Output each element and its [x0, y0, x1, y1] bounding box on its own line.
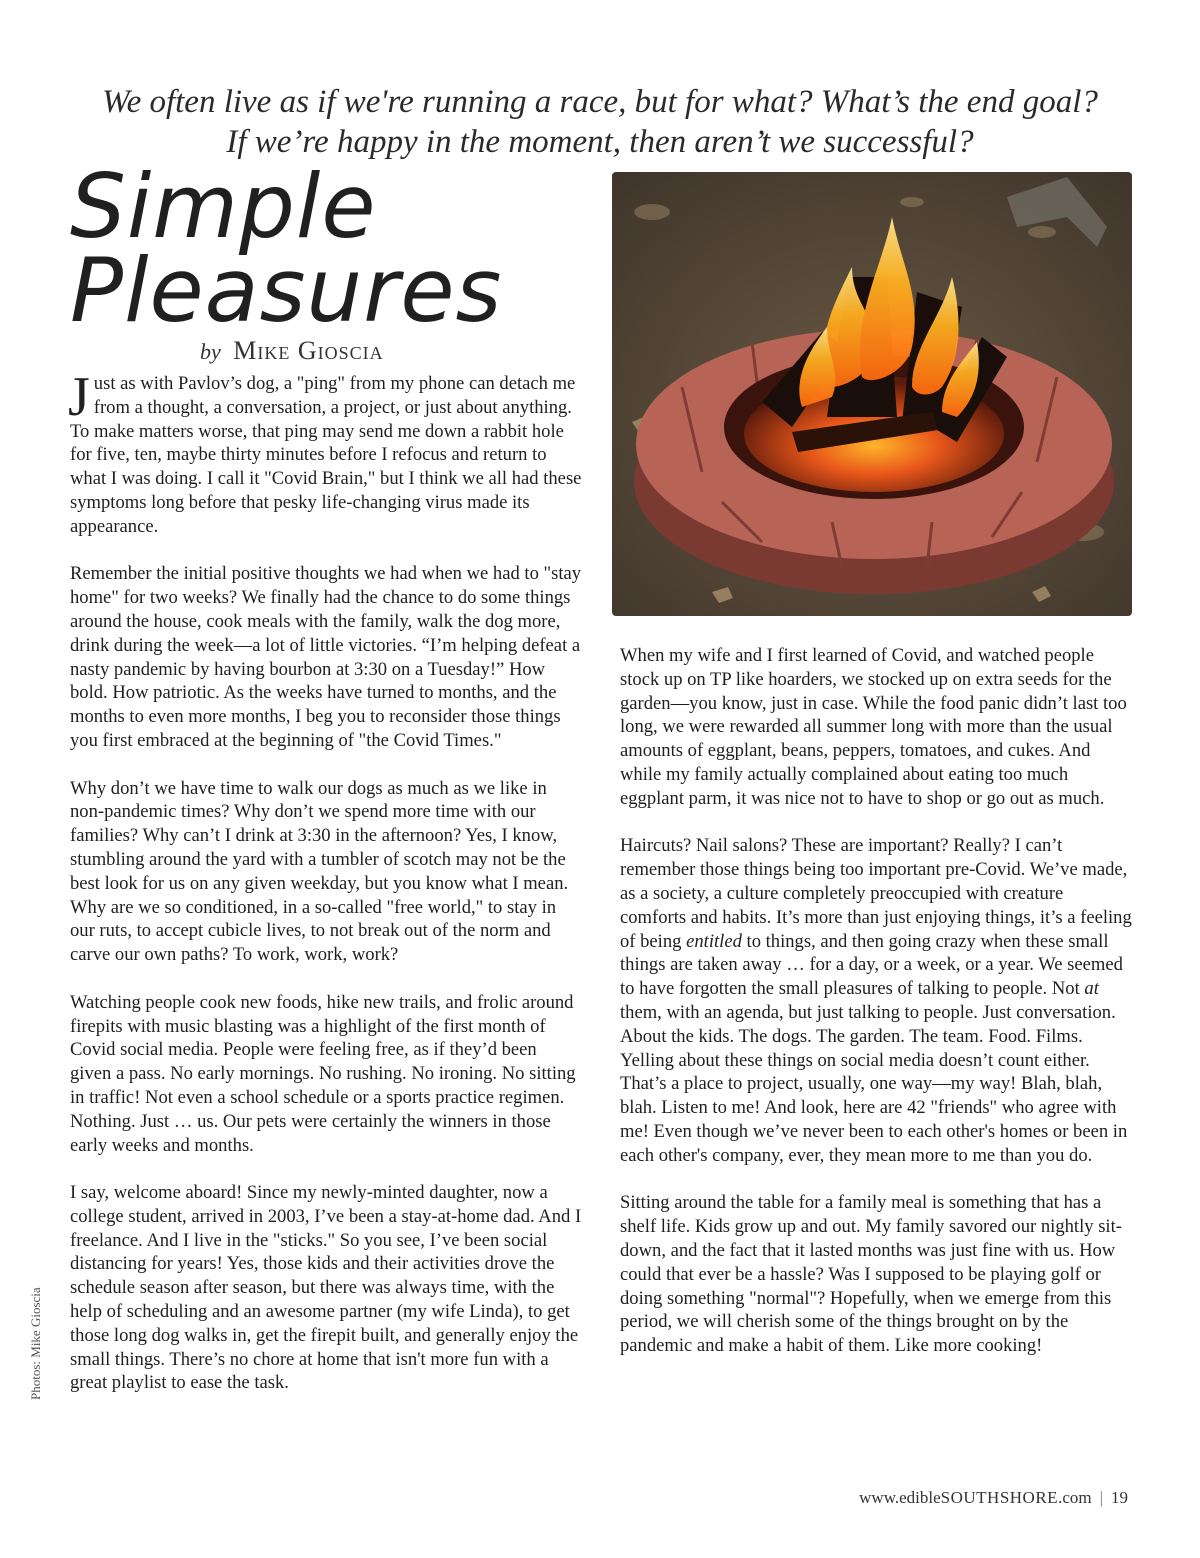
- page-footer: [859, 1488, 1128, 1508]
- paragraph: Why don’t we have time to walk our dogs as much as we like in non-pandemic times? Why don’t we spend more time with our families? Why can’t I drink at 3:30 in the afternoon? Yes, I know, stumbling around the yard with a tumbler of scotch may not be the best look for us on any given weekday, but you know what I mean. Why are we so conditioned, in a so-called "free world," to stay in our ruts, to accept cubicle lives, to not break out of the norm and carve our own paths? To work, work, work?: [70, 777, 569, 966]
- paragraph-text: them, with an agenda, but just talking to people. Just conversation. About the kids. The dogs. The garden. The team. Food. Films. Yelling about these things on social media doesn’t count either. That’s a place to project, usually, one way—my way! Blah, blah, blah. Listen to me! And look, here are 42 "friends" who agree with me! Even though we’ve never been to each other's homes or been in each other's company, ever, they mean more to me than you do.: [620, 1001, 1128, 1166]
- paragraph: Sitting around the table for a family meal is something that has a shelf life. Kids grow up and out. My family savored our nightly sit-down, and the fact that it lasted months was just fine with us. How could that ever be a hassle? Was I supposed to be playing golf or doing something "normal"? Hopefully, when we emerge from this period, we will cherish some of the things brought on by the pandemic and make a habit of them. Like more cooking!: [620, 1192, 1122, 1357]
- photo-credit: Photos: Mike Gioscia: [28, 1287, 43, 1400]
- paragraph: I say, welcome aboard! Since my newly-minted daughter, now a college student, arrived in 2003, I’ve been a stay-at-home dad. And I freelance. And I live in the "sticks." So you see, I’ve been social distancing for years! Yes, those kids and their activities drove the schedule season after season, but there was always time, with the help of scheduling and an awesome partner (my wife Linda), to get those long dog walks in, get the firepit built, and generally enjoy the small things. There’s no chore at home that isn't more fun with a great playlist to ease the task.: [70, 1182, 582, 1394]
- paragraph: Remember the initial positive thoughts we had when we had to "stay home" for two weeks? We finally had the chance to do some things around the house, cook meals with the family, walk the dog more, drink during the week—a lot of little victories. “I’m helping defeat a nasty pandemic by having bourbon at 3:30 on a Tuesday!” How bold. How patriotic. As the weeks have turned to months, and the months to even more months, I beg you to reconsider those things you first embraced at the beginning of "the Covid Times.": [70, 563, 582, 751]
- paragraph-text: to things, and then going crazy when these small things are taken away … for a day, or a week, or a year. We seemed to have forgotten the small pleasures of talking to people. Not: [620, 930, 1123, 1000]
- byline: [200, 336, 384, 366]
- emphasis-text: at: [1084, 978, 1099, 1000]
- pull-quote: [40, 82, 1160, 162]
- emphasis-text: entitled: [686, 930, 742, 952]
- pull-quote-line-2: If we’re happy in the moment, then aren’t we successful?: [226, 124, 974, 160]
- paragraph-text: Haircuts? Nail salons? These are important? Really? I can’t remember those things being too important pre-Covid. We’ve made, as a society, a culture completely preoccupied with creature comforts and habits. It’s more than just enjoying things, it’s a feeling of being: [620, 835, 1132, 952]
- title-line-2: Pleasures: [70, 239, 503, 342]
- byline-author: Mike Gioscia: [233, 336, 384, 365]
- footer-separator: |: [1099, 1488, 1103, 1507]
- paragraph: Watching people cook new foods, hike new trails, and frolic around firepits with music blasting was a highlight of the first month of Covid social media. People were feeling free, as if they’d been given a pass. No early mornings. No rushing. No ironing. No sitting in traffic! Not even a school schedule or a sports practice regimen. Nothing. Just … us. Our pets were certainly the winners in those early weeks and months.: [70, 991, 576, 1156]
- site-suffix: .com: [1058, 1488, 1092, 1507]
- article-title: [70, 155, 590, 342]
- left-column: [68, 366, 582, 1419]
- site-name: SOUTHSHORE: [940, 1488, 1059, 1507]
- paragraph: [68, 366, 582, 539]
- paragraph-text: ust as with Pavlov’s dog, a "ping" from my phone can detach me from a thought, a conversation, a project, or just about anything. To make matters worse, that ping may send me down a rabbit hole for five, ten, maybe thirty minutes before I refocus and return to what I was doing. I call it "Covid Brain," but I think we all had these symptoms long before that pesky life-changing virus made its appearance.: [70, 373, 582, 537]
- byline-by: by: [200, 339, 221, 364]
- site-prefix: www.edible: [859, 1488, 941, 1507]
- drop-cap: J: [68, 366, 90, 428]
- fire-pit-photo: [612, 172, 1132, 616]
- pull-quote-line-1: We often live as if we're running a race, but for what? What’s the end goal?: [102, 84, 1098, 120]
- right-column: [620, 644, 1132, 1382]
- paragraph: When my wife and I first learned of Covid, and watched people stock up on TP like hoarders, we stocked up on extra seeds for the garden—you know, just in case. While the food panic didn’t last too long, we were rewarded all summer long with more than the usual amounts of eggplant, beans, peppers, tomatoes, and cukes. And while my family actually complained about eating too much eggplant parm, it was nice not to have to shop or go out as much.: [620, 645, 1127, 809]
- website-link[interactable]: [859, 1488, 1091, 1507]
- page-number: 19: [1111, 1488, 1128, 1507]
- title-line-1: Simple: [70, 155, 377, 258]
- paragraph: [620, 834, 1132, 1167]
